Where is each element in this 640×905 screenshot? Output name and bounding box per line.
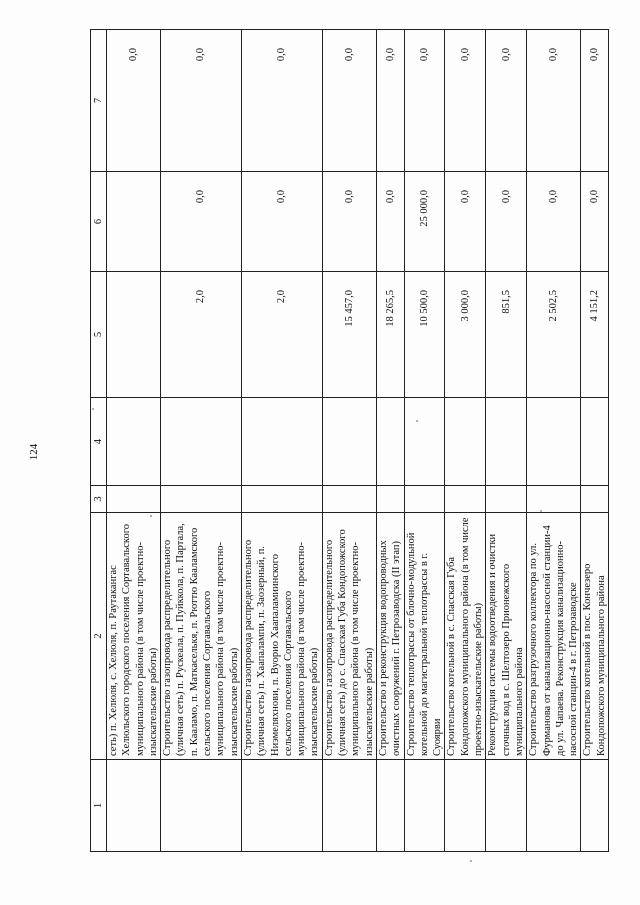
cell-col4: [445, 398, 486, 486]
cell-col4: [322, 398, 376, 486]
cell-col1: [445, 760, 486, 852]
project-name-cell: сеть) п. Хелюля, с. Хелюля, п. Раутакангас Хелюльского городского поселения Сортавальского муниципального района (в том числе проектно-изыскательские работы): [107, 513, 161, 760]
value-col5: 2 502,5: [527, 272, 581, 398]
value-col7: 0,0: [322, 30, 376, 172]
table-row: [581, 30, 609, 852]
value-col6: 0,0: [241, 172, 322, 272]
cell-col3: [161, 486, 242, 513]
cell-col4: [486, 398, 527, 486]
cell-col4: [161, 398, 242, 486]
cell-col3: [581, 486, 609, 513]
value-col5: 4 151,2: [581, 272, 609, 398]
cell-col3: [404, 486, 445, 513]
table-row: [241, 30, 322, 852]
cell-col1: [322, 760, 376, 852]
value-col7: 0,0: [161, 30, 242, 172]
value-col5: 851,5: [486, 272, 527, 398]
cell-col3: [486, 486, 527, 513]
value-col5: 2,0: [161, 272, 242, 398]
value-col6: 0,0: [161, 172, 242, 272]
value-col7: 0,0: [107, 30, 161, 172]
cell-col1: [376, 760, 404, 852]
column-header: 5: [91, 272, 107, 398]
table-header-row: [91, 30, 107, 852]
value-col6: 0,0: [581, 172, 609, 272]
scan-speck: [416, 420, 418, 422]
column-header: 3: [91, 486, 107, 513]
table-row: [527, 30, 581, 852]
value-col5: 3 000,0: [445, 272, 486, 398]
value-col5: [107, 272, 161, 398]
cell-col3: [527, 486, 581, 513]
project-name-cell: Строительство и реконструкция водопроводных очистных сооружений г. Петрозаводска (II этап): [376, 513, 404, 760]
table-row: [445, 30, 486, 852]
value-col7: 0,0: [527, 30, 581, 172]
cell-col4: [527, 398, 581, 486]
value-col6: 0,0: [486, 172, 527, 272]
value-col6: 0,0: [322, 172, 376, 272]
column-header: 4: [91, 398, 107, 486]
value-col6: 25 000,0: [404, 172, 445, 272]
value-col5: 15 457,0: [322, 272, 376, 398]
table-row: [161, 30, 242, 852]
cell-col1: [486, 760, 527, 852]
cell-col4: [581, 398, 609, 486]
project-name-cell: Строительство котельной в пос. Кончезеро Кондопожского муниципального района: [581, 513, 609, 760]
value-col7: 0,0: [486, 30, 527, 172]
scan-speck: [470, 860, 472, 862]
value-col6: [107, 172, 161, 272]
value-col7: 0,0: [581, 30, 609, 172]
cell-col1: [404, 760, 445, 852]
page-number: 124: [28, 443, 40, 461]
table-row: [376, 30, 404, 852]
cell-col1: [527, 760, 581, 852]
cell-col1: [581, 760, 609, 852]
table-row: [322, 30, 376, 852]
cell-col3: [241, 486, 322, 513]
project-name-cell: Реконструкция системы водоотведения и очистки сточных вод в с. Шелтозеро Прионежского муниципального района: [486, 513, 527, 760]
cell-col4: [107, 398, 161, 486]
cell-col3: [322, 486, 376, 513]
value-col7: 0,0: [376, 30, 404, 172]
projects-table: [90, 29, 609, 852]
cell-col1: [241, 760, 322, 852]
cell-col4: [404, 398, 445, 486]
table-row: [107, 30, 161, 852]
scan-speck: [540, 510, 542, 512]
value-col6: 0,0: [376, 172, 404, 272]
column-header: 6: [91, 172, 107, 272]
value-col6: 0,0: [445, 172, 486, 272]
cell-col4: [376, 398, 404, 486]
project-name-cell: Строительство газопровода распределительного (уличная сеть) п. Рускеала, п. Пуйккола, п. Партала, п. Кааламо, п. Маткаселькя, п. Рюттю Кааламского сельского поселения Сортавальского муниципального района (в том числе проектно-изыскательские работы): [161, 513, 242, 760]
cell-col3: [376, 486, 404, 513]
cell-col3: [107, 486, 161, 513]
column-header: 2: [91, 513, 107, 760]
scan-speck: [92, 408, 94, 410]
cell-col1: [107, 760, 161, 852]
scan-speck: [150, 515, 152, 517]
value-col5: 10 500,0: [404, 272, 445, 398]
value-col7: 0,0: [241, 30, 322, 172]
column-header: 7: [91, 30, 107, 172]
cell-col3: [445, 486, 486, 513]
cell-col4: [241, 398, 322, 486]
value-col7: 0,0: [445, 30, 486, 172]
value-col5: 2,0: [241, 272, 322, 398]
cell-col1: [161, 760, 242, 852]
rotated-table-wrapper: [90, 30, 630, 852]
project-name-cell: Строительство котельной в с. Спасская Губа Кондопожского муниципального района (в том числе проектно-изыскательские работы): [445, 513, 486, 760]
project-name-cell: Строительство теплотрассы от блочно-модульной котельной до магистральной теплотрассы в г. Суоярви: [404, 513, 445, 760]
value-col5: 18 265,5: [376, 272, 404, 398]
project-name-cell: Строительство газопровода распределительного (уличная сеть) п. Хаапалампи, п. Заозерный, п. Ниэмеляхнови, п. Вуорио Хаапаламиинского сельского поселения Сортавальского муниципального района (в том числе проектно-изыскательские работы): [241, 513, 322, 760]
value-col7: 0,0: [404, 30, 445, 172]
project-name-cell: Строительство газопровода распределительного (уличная сеть) до с. Спасская Губа Кондопожского муниципального района (в том числе проектно-изыскательские работы): [322, 513, 376, 760]
table-row: [486, 30, 527, 852]
column-header: 1: [91, 760, 107, 852]
table-row: [404, 30, 445, 852]
project-name-cell: Строительство разгрузочного коллектора по ул. Фурманова от канализационно-насосной станции-4 до ул. Чапаева. Реконструкция канализационно-насосной станции-4 в г. Петрозаводске: [527, 513, 581, 760]
value-col6: 0,0: [527, 172, 581, 272]
